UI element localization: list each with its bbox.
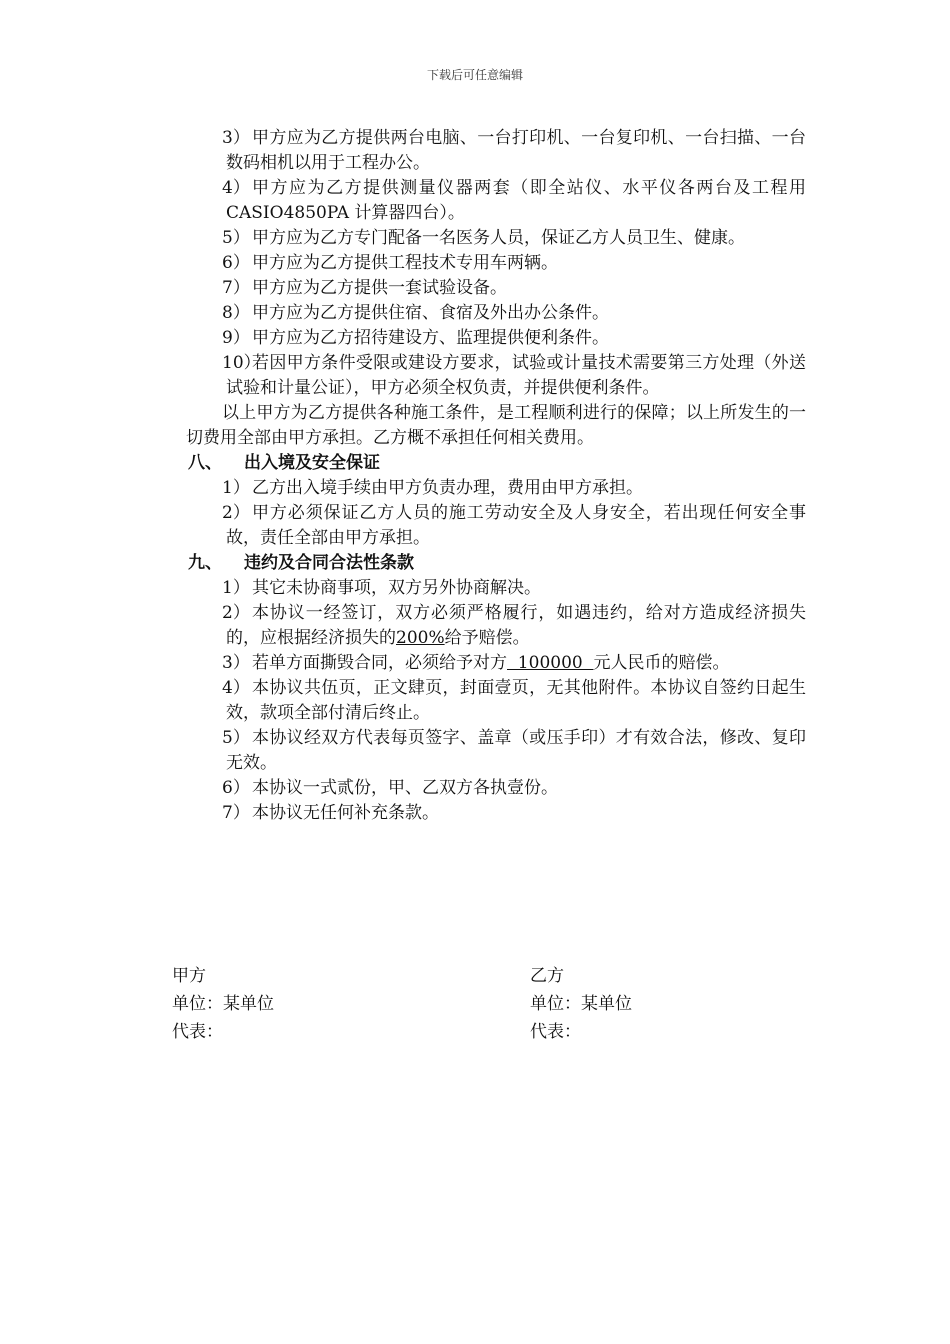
section-title: 出入境及安全保证 [244, 453, 380, 473]
list-item [186, 226, 806, 251]
list-item [186, 301, 806, 326]
list-item [186, 601, 806, 651]
summary-paragraph: 以上甲方为乙方提供各种施工条件，是工程顺利进行的保障；以上所发生的一切费用全部由甲方承担。乙方概不承担任何相关费用。 [186, 403, 806, 448]
item-text: 本协议共伍页，正文肆页，封面壹页，无其他附件。本协议自签约日起生效，款项全部付清后终止。 [226, 678, 806, 723]
item-number: 5） [222, 228, 250, 248]
contract-body [186, 126, 806, 826]
item-text: 本协议无任何补充条款。 [252, 803, 439, 823]
item-number: 3） [222, 128, 250, 148]
item-number: 9） [222, 328, 250, 348]
item-number: 10） [222, 353, 261, 373]
item-text [226, 601, 806, 651]
list-item [186, 801, 806, 826]
item-text-part: 本协议一经签订，双方必须严格履行，如遇违约，给对方造成经济损失的，应根据经济损失的 [226, 603, 806, 648]
item-text: 甲方应为乙方提供住宿、食宿及外出办公条件。 [252, 303, 609, 323]
party-a-unit: 单位：某单位 [172, 994, 274, 1014]
item-number: 8） [222, 303, 250, 323]
item-text: 本协议经双方代表每页签字、盖章（或压手印）才有效合法，修改、复印无效。 [226, 728, 806, 773]
item-text: 若因甲方条件受限或建设方要求，试验或计量技术需要第三方处理（外送试验和计量公证），甲方必须全权负责，并提供便利条件。 [226, 353, 806, 398]
item-text: 本协议一式贰份，甲、乙双方各执壹份。 [252, 778, 558, 798]
item-text: 甲方应为乙方提供工程技术专用车两辆。 [252, 253, 558, 273]
list-item [186, 276, 806, 301]
list-item [186, 351, 806, 401]
item-text-part: 元人民币的赔偿。 [593, 653, 730, 673]
list-item [186, 126, 806, 176]
party-b-signature-block [530, 962, 632, 1046]
list-item [186, 176, 806, 226]
list-item [186, 326, 806, 351]
item-number: 7） [222, 803, 250, 823]
list-item [186, 676, 806, 726]
list-item [186, 776, 806, 801]
item-text [226, 651, 806, 676]
item-number: 2） [222, 603, 250, 623]
item-number: 1） [222, 478, 250, 498]
page-header: 下载后可任意编辑 [426, 68, 523, 82]
item-number: 2） [222, 503, 250, 523]
list-item [186, 726, 806, 776]
section-title: 违约及合同合法性条款 [244, 553, 414, 573]
item-text: 甲方必须保证乙方人员的施工劳动安全及人身安全，若出现任何安全事故，责任全部由甲方承担。 [226, 503, 806, 548]
list-item [186, 476, 806, 501]
party-b-title: 乙方 [530, 966, 564, 986]
item-number: 3） [222, 653, 250, 673]
section-heading-8 [186, 451, 806, 476]
item-number: 4） [222, 678, 250, 698]
item-text: 甲方应为乙方专门配备一名医务人员，保证乙方人员卫生、健康。 [252, 228, 745, 248]
item-text: 甲方应为乙方提供两台电脑、一台打印机、一台复印机、一台扫描、一台数码相机以用于工程办公。 [226, 128, 806, 173]
party-a-representative: 代表： [172, 1022, 223, 1042]
item-number: 6） [222, 253, 250, 273]
item-number: 4） [222, 178, 250, 198]
item-text: 其它未协商事项，双方另外协商解决。 [252, 578, 541, 598]
party-b-unit: 单位：某单位 [530, 994, 632, 1014]
party-b-representative: 代表： [530, 1022, 581, 1042]
section-heading-9 [186, 551, 806, 576]
item-number: 1） [222, 578, 250, 598]
compensation-percent: 200% [396, 628, 445, 648]
compensation-amount: 100000 [507, 653, 594, 673]
party-a-title: 甲方 [172, 966, 206, 986]
section-number: 九、 [188, 553, 222, 573]
item-number: 6） [222, 778, 250, 798]
item-text-part: 给予赔偿。 [444, 628, 530, 648]
list-item [186, 651, 806, 676]
item-text: 甲方应为乙方提供测量仪器两套（即全站仪、水平仪各两台及工程用 CASIO4850PA 计算器四台）。 [226, 178, 806, 223]
item-text: 甲方应为乙方提供一套试验设备。 [252, 278, 507, 298]
list-item [186, 501, 806, 551]
item-text-part: 若单方面撕毁合同，必须给予对方 [252, 653, 507, 673]
item-number: 7） [222, 278, 250, 298]
list-item [186, 251, 806, 276]
list-item [186, 576, 806, 601]
item-text: 乙方出入境手续由甲方负责办理，费用由甲方承担。 [252, 478, 643, 498]
item-text: 甲方应为乙方招待建设方、监理提供便利条件。 [252, 328, 609, 348]
party-a-signature-block [172, 962, 274, 1046]
item-number: 5） [222, 728, 250, 748]
section-number: 八、 [188, 453, 222, 473]
